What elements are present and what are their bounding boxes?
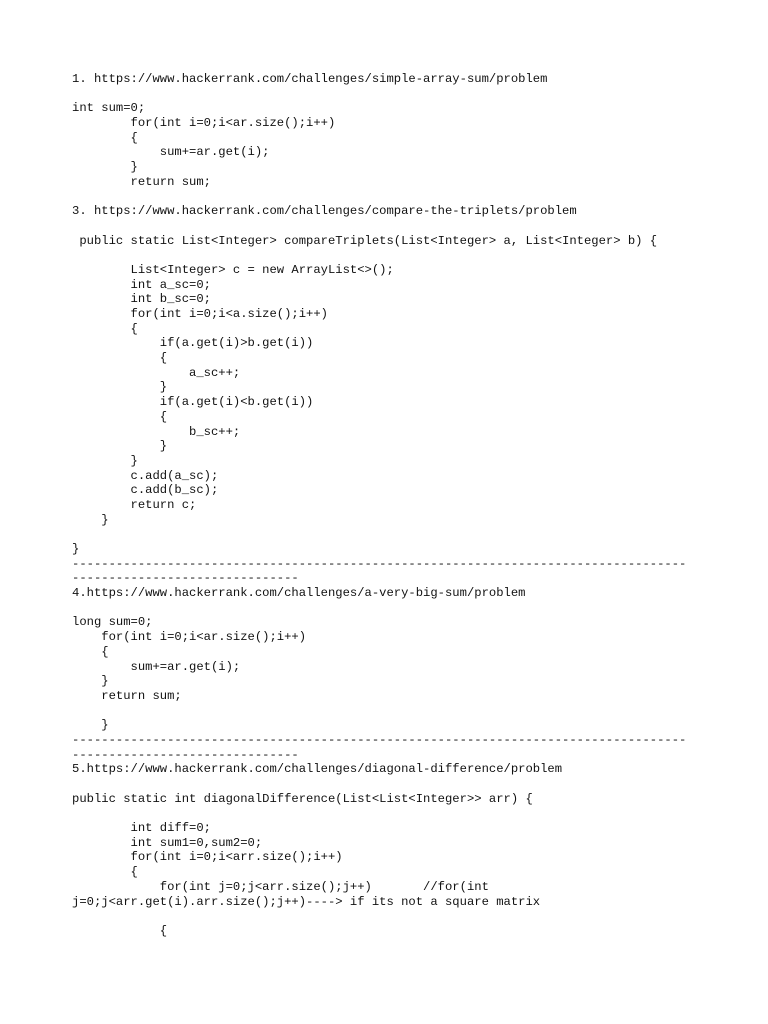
code-line: c.add(b_sc);: [72, 483, 219, 498]
separator-line: -------------------------------: [72, 747, 299, 762]
code-line: }: [72, 453, 138, 468]
code-line: b_sc++;: [72, 424, 241, 439]
code-line: long sum=0;: [72, 615, 153, 630]
code-line: if(a.get(i)<b.get(i)): [72, 395, 314, 410]
code-line: }: [72, 380, 168, 395]
code-line: {: [72, 351, 168, 366]
code-line: int diff=0;: [72, 821, 211, 836]
blank-line: [72, 601, 708, 616]
code-line: int sum1=0,sum2=0;: [72, 835, 263, 850]
code-line: for(int i=0;i<ar.size();i++): [72, 116, 336, 131]
code-line: a_sc++;: [72, 365, 241, 380]
code-line: for(int i=0;i<ar.size();i++): [72, 630, 307, 645]
separator-line: ------------------------------------------------------------------------------------: [72, 556, 687, 571]
code-line: c.add(a_sc);: [72, 468, 219, 483]
code-line: for(int j=0;j<arr.size();j++) //for(int: [72, 879, 489, 894]
code-line: }: [72, 512, 109, 527]
code-line: int b_sc=0;: [72, 292, 211, 307]
code-line: public static List<Integer> compareTriplets(List<Integer> a, List<Integer> b) {: [72, 233, 658, 248]
blank-line: [72, 87, 708, 102]
code-line: int a_sc=0;: [72, 277, 211, 292]
code-line: public static int diagonalDifference(List<List<Integer>> arr) {: [72, 791, 533, 806]
code-line: {: [72, 130, 138, 145]
code-line: List<Integer> c = new ArrayList<>();: [72, 262, 394, 277]
code-line: {: [72, 923, 168, 938]
blank-line: [72, 909, 708, 924]
code-line: return sum;: [72, 174, 211, 189]
blank-line: [72, 219, 708, 234]
code-line: }: [72, 160, 138, 175]
code-line: {: [72, 865, 138, 880]
code-line: return sum;: [72, 688, 182, 703]
blank-line: [72, 806, 708, 821]
code-line: 4.https://www.hackerrank.com/challenges/a-very-big-sum/problem: [72, 586, 526, 601]
code-line: for(int i=0;i<a.size();i++): [72, 307, 328, 321]
code-line: 5.https://www.hackerrank.com/challenges/diagonal-difference/problem: [72, 762, 563, 777]
separator-line: ------------------------------------------------------------------------------------: [72, 732, 687, 747]
code-line: }: [72, 718, 109, 733]
code-line: {: [72, 321, 138, 336]
blank-line: [72, 190, 708, 205]
code-line: }: [72, 674, 109, 689]
code-line: int sum=0;: [72, 101, 146, 116]
separator-line: -------------------------------: [72, 571, 299, 586]
blank-line: [72, 777, 708, 792]
blank-line: [72, 527, 708, 542]
code-line: return c;: [72, 497, 197, 512]
code-line: {: [72, 644, 109, 659]
code-line: sum+=ar.get(i);: [72, 145, 270, 160]
document-body: [72, 72, 708, 939]
code-line: }: [72, 542, 80, 556]
code-line: {: [72, 409, 168, 424]
code-line: 1. https://www.hackerrank.com/challenges/simple-array-sum/problem: [72, 72, 548, 86]
blank-line: [72, 704, 708, 719]
code-line: if(a.get(i)>b.get(i)): [72, 336, 314, 351]
code-line: 3. https://www.hackerrank.com/challenges/compare-the-triplets/problem: [72, 204, 577, 219]
code-line: sum+=ar.get(i);: [72, 659, 241, 674]
code-line: for(int i=0;i<arr.size();i++): [72, 850, 343, 865]
blank-line: [72, 248, 708, 263]
code-line: j=0;j<arr.get(i).arr.size();j++)----> if its not a square matrix: [72, 894, 541, 909]
code-line: }: [72, 439, 168, 454]
